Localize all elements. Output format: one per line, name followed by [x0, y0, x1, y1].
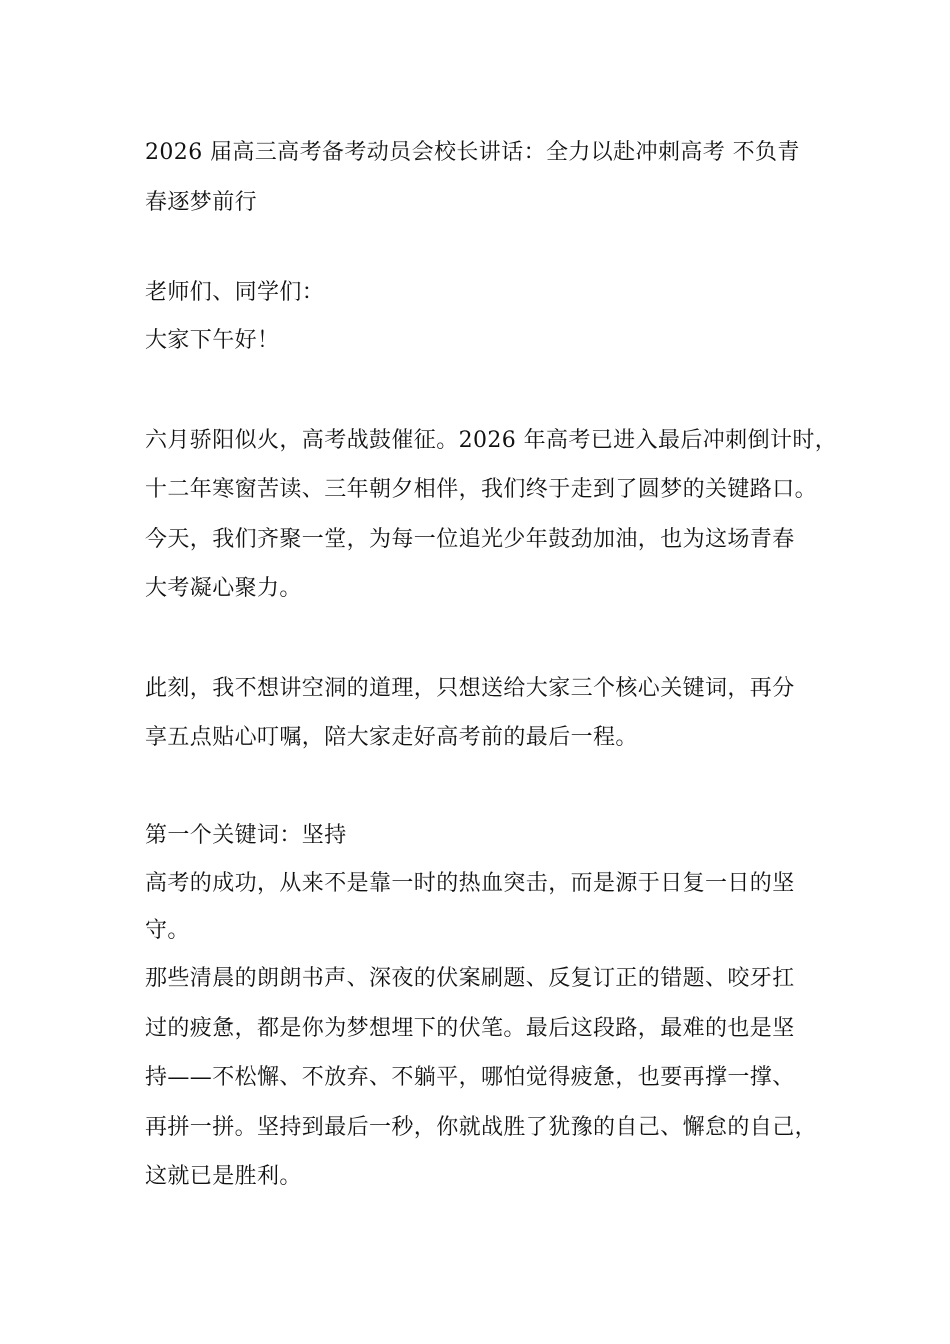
title-line: 2026 届高三高考备考动员会校长讲话：全力以赴冲刺高考 不负青: [145, 140, 800, 165]
section-heading: 第一个关键词：坚持: [145, 822, 347, 848]
spacer: [145, 614, 825, 664]
paragraph-line: 今天，我们齐聚一堂，为每一位追光少年鼓劲加油，也为这场青春: [145, 526, 795, 552]
paragraph-line: 高考的成功，从来不是靠一时的热血突击，而是源于日复一日的坚: [145, 870, 795, 896]
paragraph-intro: [145, 416, 838, 614]
spacer: [145, 366, 825, 416]
paragraph-keywords-intro: [145, 664, 825, 763]
paragraph-line: 十二年寒窗苦读、三年朝夕相伴，我们终于走到了圆梦的关键路口。: [145, 477, 818, 502]
paragraph-line: 享五点贴心叮嘱，陪大家走好高考前的最后一程。: [145, 725, 638, 750]
spacer: [145, 227, 825, 270]
section-persistence: [145, 813, 825, 1202]
paragraph-line: 守。: [145, 918, 190, 943]
paragraph-line: 六月骄阳似火，高考战鼓催征。2026 年高考已进入最后冲刺倒计时，: [145, 427, 838, 453]
paragraph-line: 持——不松懈、不放弃、不躺平，哪怕觉得疲惫，也要再撑一撑、: [145, 1065, 795, 1090]
salutation: 老师们、同学们：: [145, 280, 325, 305]
paragraph-line: 再拼一拼。坚持到最后一秒，你就战胜了犹豫的自己、懈怠的自己，: [145, 1114, 818, 1140]
document-title: [145, 128, 825, 227]
paragraph-line: 这就已是胜利。: [145, 1164, 302, 1189]
spacer: [145, 763, 825, 813]
document-body: [145, 128, 838, 1202]
paragraph-line: 过的疲惫，都是你为梦想埋下的伏笔。最后这段路，最难的也是坚: [145, 1015, 795, 1041]
greeting: 大家下午好！: [145, 328, 280, 353]
paragraph-line: 大考凝心聚力。: [145, 576, 302, 601]
paragraph-line: 那些清晨的朗朗书声、深夜的伏案刷题、反复订正的错题、咬牙扛: [145, 966, 795, 991]
title-line: 春逐梦前行: [145, 189, 258, 215]
paragraph-line: 此刻，我不想讲空洞的道理，只想送给大家三个核心关键词，再分: [145, 675, 795, 701]
